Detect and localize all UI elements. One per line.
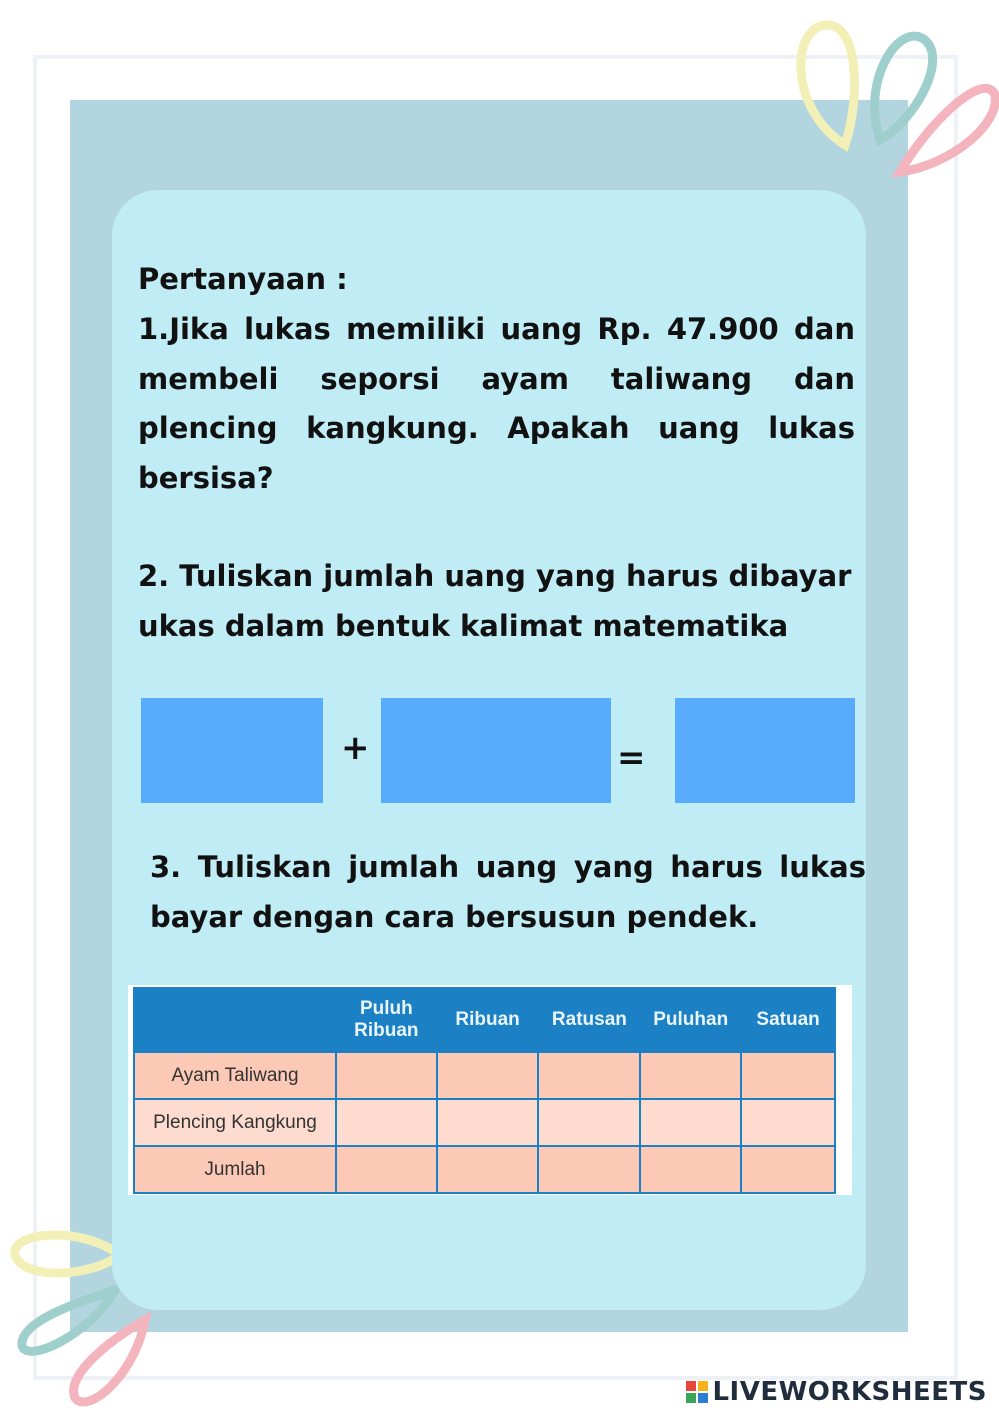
- table-header-ribuan: Ribuan: [437, 988, 539, 1052]
- row-label-jumlah: Jumlah: [134, 1146, 336, 1193]
- equals-sign: =: [617, 738, 646, 778]
- answer-box-sum[interactable]: [675, 698, 855, 803]
- place-value-table: [133, 987, 836, 1194]
- table-cell[interactable]: [336, 1146, 437, 1193]
- table-cell[interactable]: [741, 1052, 835, 1099]
- table-cell[interactable]: [437, 1052, 539, 1099]
- table-cell[interactable]: [538, 1099, 640, 1146]
- row-label-plencing-kangkung: Plencing Kangkung: [134, 1099, 336, 1146]
- question-1: 1.Jika lukas memiliki uang Rp. 47.900 dan membeli seporsi ayam taliwang dan plencing kangkung. Apakah uang lukas bersisa?: [138, 312, 855, 495]
- table-header-row: [134, 988, 835, 1052]
- table-row: [134, 1052, 835, 1099]
- pink-petal-bottom: [74, 1320, 145, 1402]
- table-cell[interactable]: [640, 1099, 741, 1146]
- liveworksheets-mark-icon: [686, 1381, 708, 1403]
- table-cell[interactable]: [538, 1146, 640, 1193]
- teal-petal-top: [875, 36, 933, 140]
- liveworksheets-logo: [686, 1377, 987, 1407]
- teal-petal-bottom: [22, 1290, 115, 1351]
- questions-heading: Pertanyaan :: [138, 262, 348, 296]
- yellow-petal-bottom: [15, 1235, 120, 1273]
- table-row: [134, 1099, 835, 1146]
- row-label-ayam-taliwang: Ayam Taliwang: [134, 1052, 336, 1099]
- table-header-satuan: Satuan: [741, 988, 835, 1052]
- table-cell[interactable]: [538, 1052, 640, 1099]
- place-value-table-container: [128, 985, 852, 1195]
- question-2: 2. Tuliskan jumlah uang yang harus dibayar ukas dalam bentuk kalimat matematika: [138, 559, 852, 643]
- answer-box-addend-1[interactable]: [141, 698, 323, 803]
- brand-name: LIVEWORKSHEETS: [712, 1377, 987, 1407]
- yellow-petal-top: [801, 25, 855, 145]
- table-header-puluhan: Puluhan: [640, 988, 741, 1052]
- plus-sign: +: [341, 728, 370, 768]
- table-cell[interactable]: [336, 1052, 437, 1099]
- table-header-label: [134, 988, 336, 1052]
- table-cell[interactable]: [336, 1099, 437, 1146]
- table-cell[interactable]: [640, 1052, 741, 1099]
- table-cell[interactable]: [741, 1099, 835, 1146]
- table-cell[interactable]: [741, 1146, 835, 1193]
- table-row: [134, 1146, 835, 1193]
- table-header-puluh-ribuan: Puluh Ribuan: [336, 988, 437, 1052]
- table-cell[interactable]: [437, 1099, 539, 1146]
- table-header-ratusan: Ratusan: [538, 988, 640, 1052]
- table-cell[interactable]: [640, 1146, 741, 1193]
- answer-box-addend-2[interactable]: [381, 698, 611, 803]
- question-3: 3. Tuliskan jumlah uang yang harus lukas bayar dengan cara bersusun pendek.: [150, 850, 866, 934]
- table-cell[interactable]: [437, 1146, 539, 1193]
